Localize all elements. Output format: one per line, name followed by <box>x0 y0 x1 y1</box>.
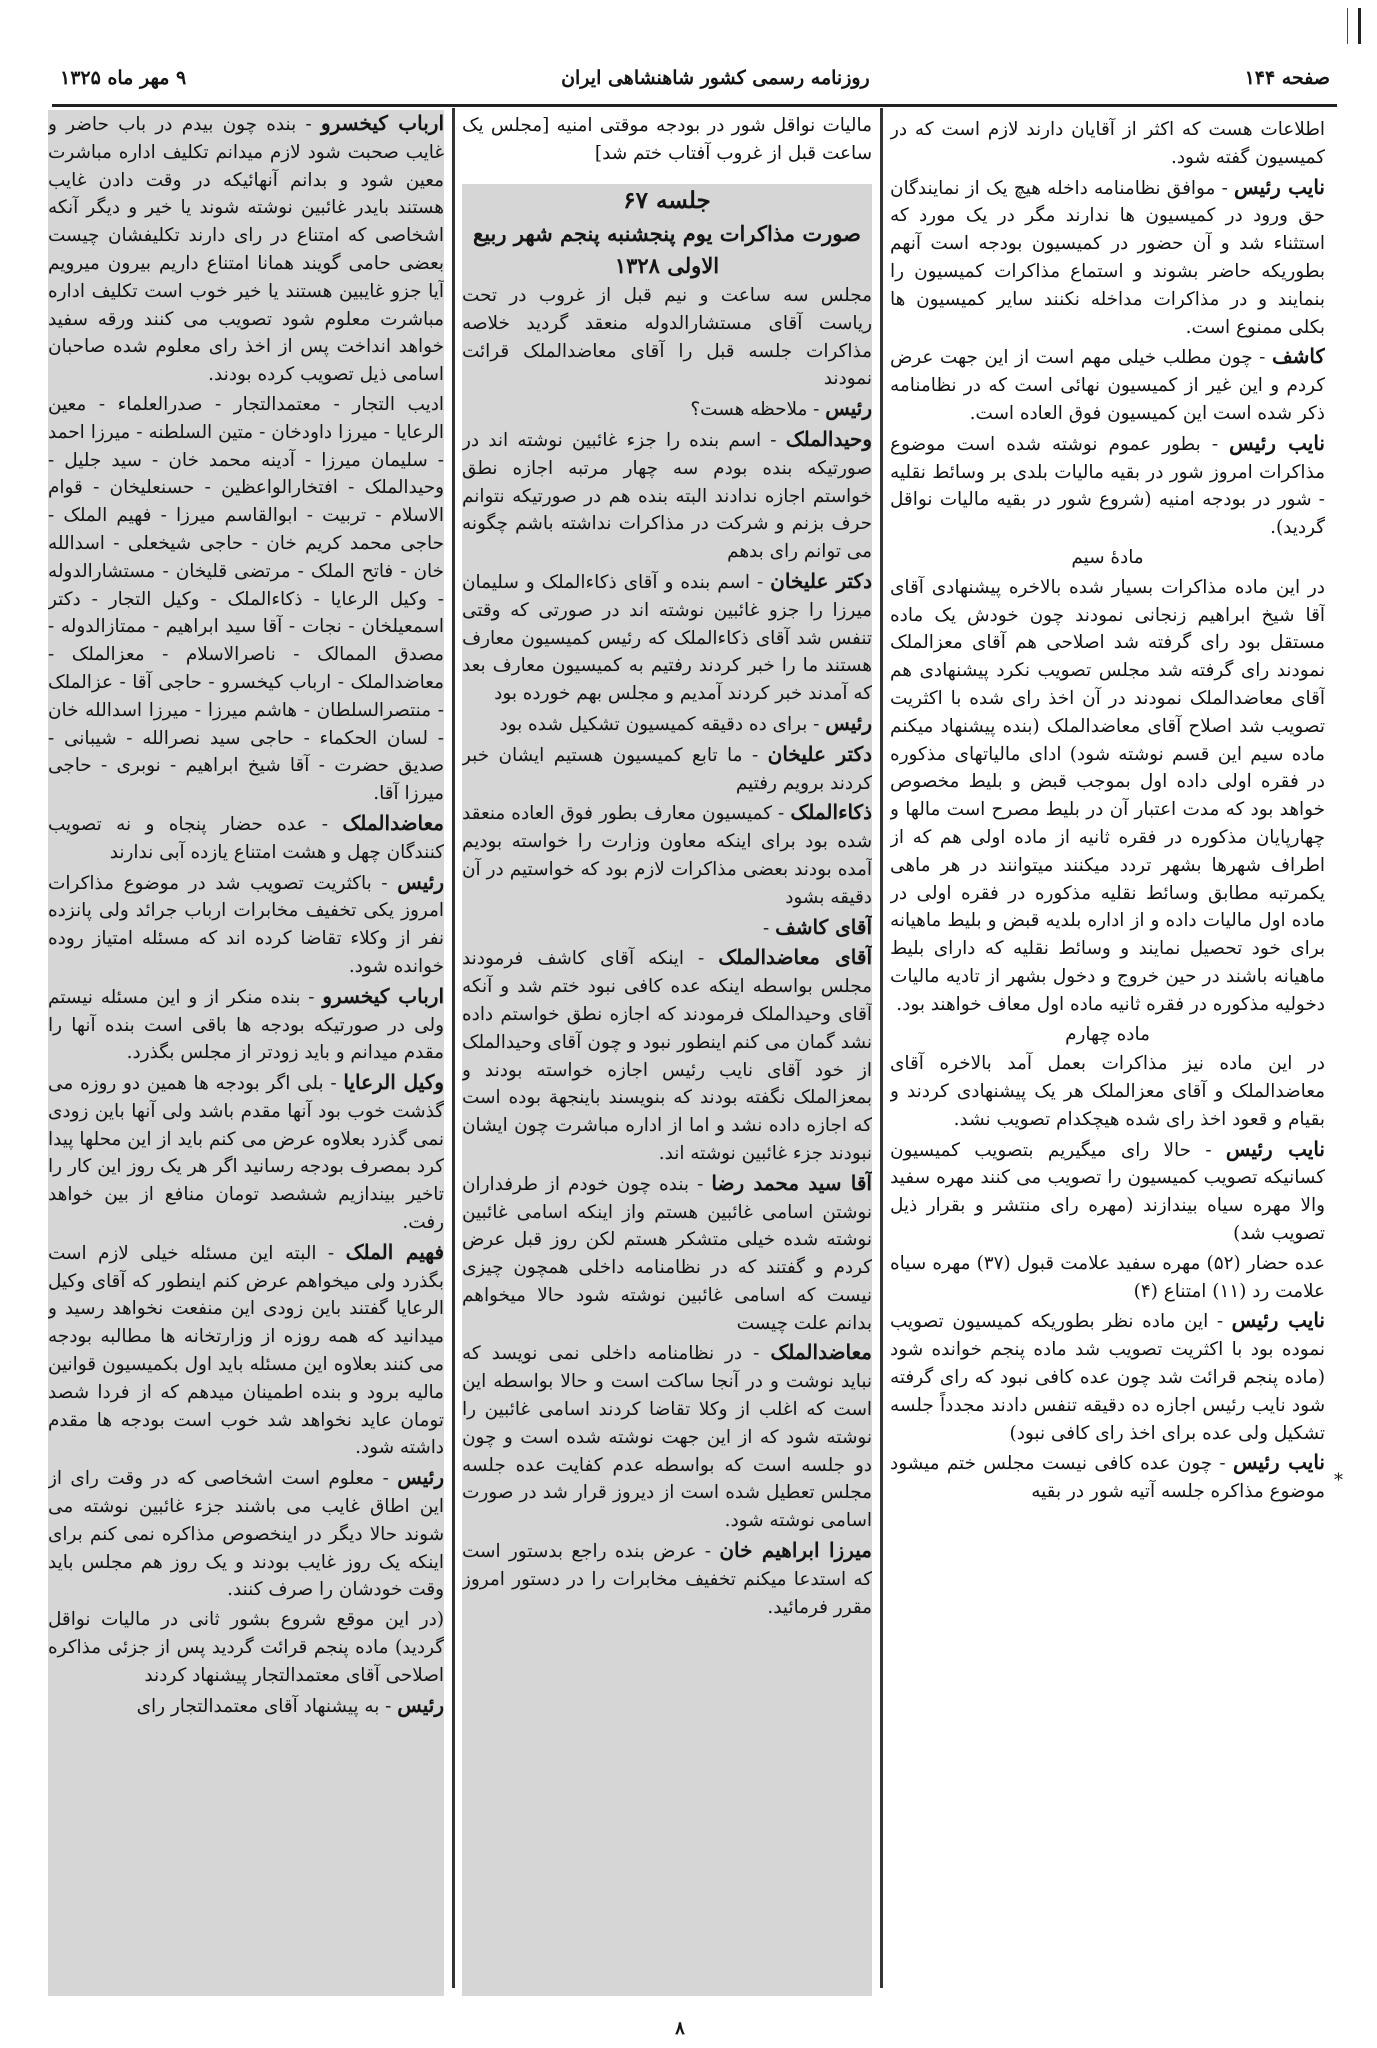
paragraph: اطلاعات هست که اکثر از آقایان دارند لازم است که در کمیسیون گفته شود. <box>890 119 1325 168</box>
speech-text: این ماده نظر بطوریکه کمیسیون تصویب نموده بود با اکثریت تصویب شد ماده پنجم خوانده شود (ماده پنجم قرائت شد چون عده کافی نبود که رای گرفته شود نایب رئیس اجازه ده دقیقه تنفس دادند مجدداً جلسه تشکیل ولی عده برای اخذ رای کافی نبود) <box>890 1311 1325 1444</box>
speech-text: به پیشنهاد آقای معتمدالتجار رای <box>136 1695 380 1717</box>
speech-dash: - <box>316 1242 346 1264</box>
speech-dash: - <box>807 399 826 421</box>
speech-paragraph <box>890 174 1325 342</box>
header-rule <box>52 104 1337 107</box>
top-note-text: مالیات نواقل شور در بودجه موقتی امنیه [مجلس یک ساعت قبل از غروب آفتاب ختم شد] <box>462 115 872 164</box>
speaker-name: وحیدالملک <box>785 426 872 451</box>
speech-paragraph <box>890 1449 1325 1506</box>
speech-text: بنده چون بیدم در باب حاضر و غایب صحبت شود لازم میدانم تکلیف اداره مباشرت معین شود و بدانم آنهائیکه در وقت دادن غایب هستند بایدر غائبین نوشته شوند یا خیر و دیگر آنکه اشخاصی که امتناع در رای دارند تکلیفشان چیست بعضی حامی گویند همانا امتناع داریم بیرون میرویم آیا جزو غایبین هستند یا خیر خوب است تکلیف اداره مباشرت معلوم شود تصویب می کنند ورقه سفید خواهد انداخت پس از اخذ رای معلوم شده صاحبان اسامی ذیل تصویب کرده بودند. <box>48 114 444 386</box>
speech-text: البته این مسئله خیلی لازم است بگذرد ولی میخواهم عرض کنم اینطور که آقای وکیل الرعایا گفتند باین زودی این منفعت نخواهد رسید و میدانید که همه روزه از وزارتخانه ها مطالبه بودجه می کنند بعلاوه این مسئله باید اول بکمیسیون قوانین مالیه برود و بنده اطمینان میدهم که از فردا شصد تومان عاید نخواهد شد خوب است بودجه ها مقدم داشته شود. <box>48 1242 444 1459</box>
speech-paragraph <box>462 1339 872 1535</box>
speech-text: چون عده کافی نیست مجلس ختم میشود موضوع مذاکره جلسه آتیه شور در بقیه <box>890 1453 1325 1503</box>
paragraph: عده حضار (۵۲) مهره سفید علامت قبول (۳۷) مهره سیاه علامت رد (۱۱) امتناع (۴) <box>890 1252 1325 1302</box>
speaker-name: نایب رئیس <box>1232 1450 1325 1475</box>
speaker-name: ارباب کیخسرو <box>322 983 444 1008</box>
speaker-name: نایب رئیس <box>1234 174 1325 199</box>
speech-text: باکثریت تصویب شد در موضوع مذاکرات امروز یکی تخفیف مخابرات ارباب جرائد ولی پانزده نفر از وکلاء تقاضا کرده اند که مسئله امتیاز روده خوانده شود. <box>48 872 444 977</box>
page-header <box>60 55 1330 101</box>
speaker-name: فهیم الملک <box>345 1239 444 1264</box>
speech-paragraph <box>48 869 444 981</box>
speech-text: معلوم است اشخاصی که در وقت رای از این اطاق غایب می باشند جزء غائبین نوشته می شوند حالا دیگر در اینخصوص مذاکره نمی کنم برای اینکه یک روز غایب بودند و یک روز هم مجلس باید وقت خودشان را صرف کنند. <box>48 1468 444 1601</box>
header-page-label: صفحه ۱۴۴ <box>1244 67 1330 89</box>
speech-text: بلی اگر بودجه ها همین دو روزه می گذشت خوب بود آنها مقدم باشد ولی آنها باین زودی نمی گذرد بعلاوه عرض می کنم باید از این محلها پیدا کرد بمصرف بودجه رسانید اگر هر یک روز این کار را تاخیر بیندازیم ششصد تومان منافع از بین خواهد رفت. <box>48 1073 444 1234</box>
speech-text: موافق نظامنامه داخله هیچ یک از نمایندگان حق ورود در کمیسیون ها ندارند مگر در یک مورد که استثناء شد و آن حضور در کمیسیون بودجه است آنهم بطوریکه حاضر بشوند و استماع مذاکرات کمیسیون را بنمایند و در مذاکرات مداخله نکنند سایر کمیسیون ها بکلی ممنوع است. <box>890 177 1325 338</box>
speech-paragraph <box>48 810 444 867</box>
speech-paragraph <box>48 1692 444 1721</box>
speaker-name: دکتر علیخان <box>767 741 872 766</box>
article-heading: مادهٔ سیم <box>1071 546 1144 568</box>
speech-dash: - <box>296 114 321 135</box>
column-divider-right <box>880 108 883 1988</box>
speaker-name: آقای کاشف <box>775 914 872 939</box>
paragraph: (در این موقع شروع بشور ثانی در مالیات نواقل گردید) ماده پنجم قرائت گردید پس از جزئی مذاکره اصلاحی آقای معتمدالتجار پیشنهاد کردند <box>48 1609 444 1686</box>
speech-paragraph <box>462 710 872 739</box>
paragraph: در این ماده مذاکرات بسیار شده بالاخره پیشنهادی آقای آقا شیخ ابراهیم زنجانی نمودند چون خودش یک ماده مستقل بود رای گرفته شد اصلاحی هم آقای معزالملک نمودند رای گرفته شد مجلس تصویب نکرد پیشنهادی هم آقای معاضدالملک نمودند در آن اخذ رای شده با اکثریت تصویب شد اصلاح آقای معاضدالملک (بنده پیشنهاد میکنم ماده سیم این قسم نوشته شود) ادای مالیاتهای مذکوره در فقره اولی داده اول بموجب قبض و بلیط مخصوص خواهد بود که مدت اعتبار آن در بلیط مصرح است مالها و چهارپایان مذکوره در فقره ثانیه از ماده اولی هم که از اطراف شهرها بشهر تردد میکنند میتوانند در هر ماهی یکمرتبه مطابق وسائط نقلیه مذکوره در فقره اولی در ماده اول مالیات داده و از اداره بلدیه قبض و بلیط ماهیانه برای خود تحصیل نمایند و وسائط نقلیه که دارای بلیط ماهیانه باشند در حین خروج و دخول بشهر از تادیه مالیات دخولیه مذکوره در فقره ثانیه ماده اول معاف خواهند بود. <box>890 576 1325 1015</box>
speech-paragraph <box>462 799 872 911</box>
speech-dash: - <box>807 713 826 735</box>
speech-dash: - <box>761 429 786 451</box>
speech-text: بنده چون خودم از طرفداران نوشتن اسامی غائبین هستم واز اینکه اسامی غائبین نوشته شده خیلی متشکر هستم لکن روز قبل عرض کردم و گفتند که در نظامنامه داخلی همچون چیزی نیست که اسامی غائبین نوشته شود حالا میخواهم بدانم علت چیست <box>462 1173 872 1334</box>
speaker-name: رئیس <box>397 869 444 894</box>
speech-paragraph <box>48 1239 444 1462</box>
speech-dash: - <box>771 803 791 825</box>
speech-text: اسم بنده و آقای ذکاءالملک و سلیمان میرزا را جزو غائبین نوشته اند در صورتی که وقتی تنفس شد آقای ذکاءالملک که رئیس کمیسیون معارف هستند ما را خبر کردند رفتیم به کمیسیون معارف بعد که آمدند خبر کردند آمدیم و مجلس بهم خورده بود <box>462 571 872 705</box>
speech-text: ما تابع کمیسیون هستیم ایشان خبر کردند برویم رفتیم <box>462 744 872 794</box>
speech-text: چون مطلب خیلی مهم است از این جهت عرض کردم و این غیر از کمیسیون نهائی است که در نظامنامه ذکر شده است این کمیسیون فوق العاده است. <box>890 347 1325 424</box>
speech-paragraph <box>462 395 872 424</box>
speech-dash: - <box>1212 1453 1233 1475</box>
speech-paragraph <box>462 568 872 708</box>
speech-paragraph <box>462 741 872 798</box>
speech-paragraph <box>462 1537 872 1621</box>
scan-edge-mark <box>1347 8 1361 44</box>
speech-text: بنده منکر از و این مسئله نیستم ولی در صورتیکه بودجه ها باقی است بنده آنها را مقدم میدانم و باید زودتر از مجلس بگذرد. <box>48 986 444 1064</box>
speaker-name: معاضدالملک <box>342 810 444 835</box>
speech-text: برای ده دقیقه کمیسیون تشکیل شده بود <box>499 713 808 735</box>
speech-dash: - <box>300 986 323 1008</box>
speech-paragraph <box>890 1136 1325 1248</box>
speech-dash: - <box>742 744 768 766</box>
speech-paragraph <box>48 110 444 389</box>
speaker-name: نایب رئیس <box>1231 1308 1325 1333</box>
speech-text: عرض بنده راجع بدستور است که استدعا میکنم تخفیف مخابرات را در دستور امروز مقرر فرمائید. <box>462 1541 872 1618</box>
speech-paragraph <box>462 914 872 943</box>
speaker-name: معاضدالملک <box>770 1340 872 1365</box>
speech-dash: - <box>689 1173 712 1195</box>
speaker-name: رئیس <box>825 396 872 421</box>
speech-dash: - <box>323 1073 344 1095</box>
paragraph: مجلس سه ساعت و نیم قبل از غروب در تحت ریاست آقای مستشارالدوله منعقد گردید خلاصه مذاکرات جلسه قبل را آقای معاضدالملک قرائت نمودند <box>462 285 872 390</box>
speech-text: بطور عموم نوشته شده است موضوع مذاکرات امروز شور در بقیه مالیات بلدی بر وسائط نقلیه - شور در بودجه امنیه (شروع شور در بقیه مالیات نواقل گردید). <box>890 433 1325 539</box>
speech-text: کمیسیون معارف بطور فوق العاده منعقد شده بود برای اینکه معاون وزارت را خواسته بودیم آمده بودند بعضی مذاکرات لازم بود که خواستیم در آن دقیقه بشود <box>462 803 872 908</box>
speech-dash: - <box>1200 433 1230 455</box>
speech-text: اسم بنده را جزء غائبین نوشته اند در صورتیکه بنده بودم سه چهار مرتبه اجازه نطق خواستم اجازه ندادند البته بنده هم در صورتیکه نتوانم حرف بزنم و شرکت در مذاکرات نداشته باشم چگونه می توانم رای بدهم <box>462 429 872 563</box>
session-title: جلسه ۶۷ <box>623 187 711 214</box>
right-column <box>890 116 1325 1996</box>
margin-star-mark: * <box>1334 1470 1343 1491</box>
speech-paragraph <box>890 1307 1325 1447</box>
header-date: ۹ مهر ماه ۱۳۲۵ <box>60 67 187 89</box>
paragraph: در این ماده نیز مذاکرات بعمل آمد بالاخره آقای معاضدالملک و آقای معزالملک هر یک پیشنهادی کردند و بقیام و قعود اخذ رای شده هیچکدام تصویب نشد. <box>890 1053 1325 1130</box>
speech-text: عده حضار پنجاه و نه تصویب کنندگان چهل و هشت امتناع یازده آبی ندارند <box>48 813 444 863</box>
speaker-name: کاشف <box>1271 344 1325 369</box>
speech-dash: - <box>696 1541 720 1563</box>
speaker-name: رئیس <box>397 1465 444 1490</box>
speech-dash: - <box>379 1695 398 1717</box>
speech-paragraph <box>462 426 872 566</box>
speech-dash: - <box>750 571 771 593</box>
article-heading: ماده چهارم <box>1065 1023 1150 1045</box>
speech-dash: - <box>1215 177 1235 199</box>
speaker-name: وکیل الرعایا <box>343 1070 444 1095</box>
speech-paragraph <box>890 430 1325 542</box>
speech-dash: - <box>374 1468 398 1490</box>
speech-text: حالا رای میگیریم بتصویب کمیسیون کسانیکه تصویب کمیسیون را تصویب می کنند مهره سفید والا مهره سیاه بیندازند (مهره رای منتشر و بقرار ذیل تصویب شد) <box>890 1139 1325 1245</box>
left-column <box>48 110 444 1996</box>
speech-paragraph <box>48 983 444 1067</box>
speech-dash: - <box>1208 1311 1232 1333</box>
column-divider-left <box>452 108 455 1988</box>
speaker-name: دکتر علیخان <box>770 568 872 593</box>
speaker-name: ذکاءالملک <box>790 800 872 825</box>
page-number: ۸ <box>675 2018 685 2039</box>
speaker-name: میرزا ابراهیم خان <box>719 1538 872 1563</box>
speech-dash: - <box>742 1343 771 1365</box>
speech-paragraph <box>462 944 872 1167</box>
paragraph: ادیب التجار - معتمدالتجار - صدرالعلماء - معین الرعایا - میرزا داودخان - متین السلطنه - میرزا احمد - سلیمان میرزا - آدینه محمد خان - سید جلیل - وحیدالملک - افتخارالواعظین - حسنعلیخان - قوام الاسلام - تربیت - ابوالقاسم میرزا - فهیم الملک - حاجی محمد کریم خان - حاجی شیخعلی - اسدالله خان - فاتح الملک - مرتضی قلیخان - مستشارالدوله - وکیل الرعایا - ذکاءالملک - وکیل التجار - دکتر اسمعیلخان - نجات - آقا سید ابراهیم - ممتازالدوله - مصدق الممالک - ناصرالاسلام - معزالملک - معاضدالملک - ارباب کیخسرو - حاجی آقا - عزالملک - منتصرالسلطان - هاشم میرزا - میرزا اسدالله خان - لسان الحکماء - حاجی سید نصرالله - شیبانی - صدیق حضرت - آقا شیخ ابراهیم - نوبری - حاجی میرزا آقا. <box>48 393 444 805</box>
speaker-name: نایب رئیس <box>1225 1136 1325 1161</box>
speaker-name: نایب رئیس <box>1229 430 1325 455</box>
speech-text: در نظامنامه داخلی نمی نویسد که نباید نوشت و در آنجا ساکت است و حالا بواسطه این است که اغلب از وکلا تقاضا کردند اسامی غائبین را نوشته شود که از این جهت نوشته شده است و چون دو جلسه است که بواسطه عدم کفایت عده جلسه مجلس تعطیل شده است از دیروز قرار شد در صورت اسامی نوشته شود. <box>462 1343 872 1532</box>
speech-text: ملاحظه هست؟ <box>690 399 808 421</box>
speech-dash: - <box>1252 347 1272 369</box>
middle-column <box>462 184 872 1996</box>
speech-paragraph <box>48 1464 444 1604</box>
header-title: روزنامه رسمی کشور شاهنشاهی ایران <box>561 67 870 89</box>
middle-column-body <box>462 282 872 1621</box>
session-subtitle: صورت مذاکرات یوم پنجشنبه پنجم شهر ربیع الاولی ۱۳۲۸ <box>473 221 861 278</box>
speech-paragraph <box>890 343 1325 427</box>
speaker-name: رئیس <box>397 1692 444 1717</box>
speaker-name: رئیس <box>825 710 872 735</box>
speech-dash: - <box>763 917 776 939</box>
middle-column-top-note <box>462 112 872 182</box>
speech-dash: - <box>683 948 719 970</box>
speaker-name: ارباب کیخسرو <box>320 111 444 135</box>
speech-paragraph <box>48 1069 444 1237</box>
speech-dash: - <box>371 872 398 894</box>
speech-dash: - <box>1191 1139 1226 1161</box>
speaker-name: آقا سید محمد رضا <box>711 1170 872 1195</box>
speech-paragraph <box>462 1170 872 1338</box>
speech-dash: - <box>307 813 343 835</box>
speaker-name: آقای معاضدالملک <box>718 945 872 970</box>
speech-text: اینکه آقای کاشف فرمودند مجلس بواسطه اینکه عده کافی نبود ختم شد و آنکه آقای وحیدالملک فرمودند که اجازه نطق خواستم داده نشد گمان می کنم اینطور نبود و چون آقای وحیدالملک از خود آقای نایب رئیس اجازه خواسته بودند و بمعزالملک نگفته بودند که بنویسند باینجهة بوده است که اجازه داده نشد و اما از اداره مباشرت چون ایشان نبودند جزء غائبین نوشته اند. <box>462 948 872 1164</box>
